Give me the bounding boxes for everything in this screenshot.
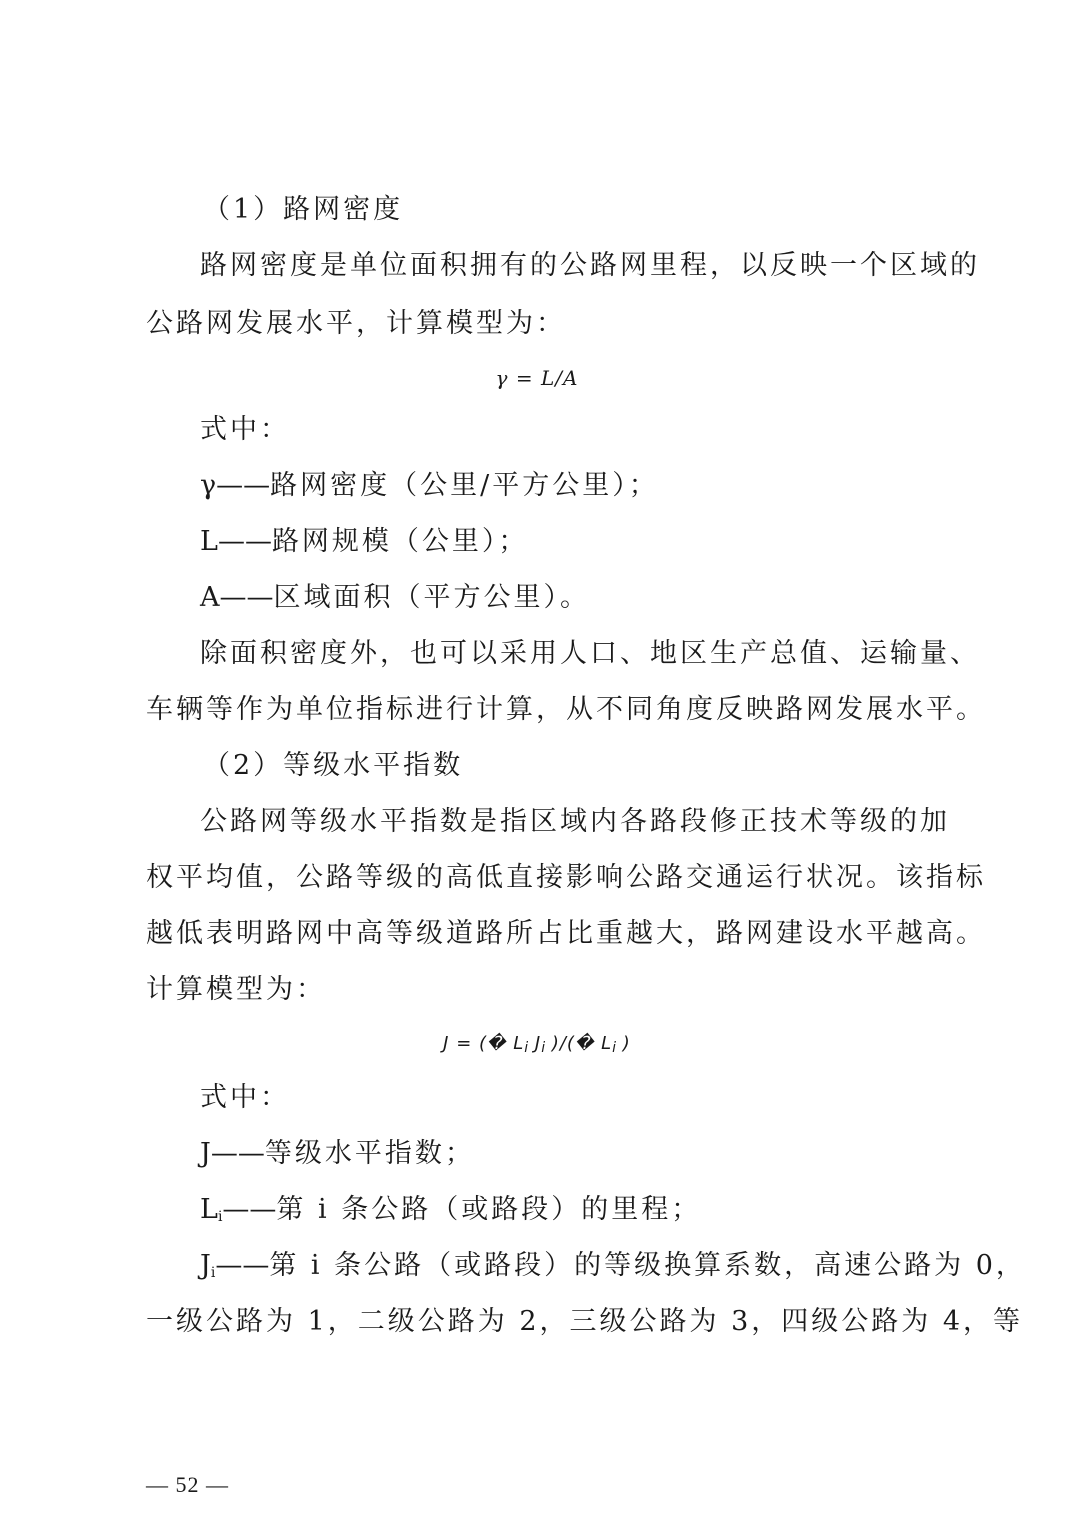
formula-symbol-j: J	[534, 1033, 542, 1054]
definition-symbol: L	[200, 1194, 218, 1225]
definition-ji	[200, 1246, 1026, 1286]
section1-intro-line2: 公路网发展水平，计算模型为：	[146, 308, 566, 339]
page-number: — 52 —	[146, 1472, 229, 1497]
definition-dash: ——	[219, 582, 274, 613]
definition-symbol: A	[200, 582, 220, 613]
formula-symbol-l: L	[513, 1033, 525, 1054]
section2-intro-line2: 权平均值，公路等级的高低直接影响公路交通运行状况。该指标	[146, 862, 986, 893]
section2-intro-line1: 公路网等级水平指数是指区域内各路段修正技术等级的加	[200, 806, 950, 837]
definition-dash: ——	[215, 1250, 270, 1281]
definition-dash: ——	[222, 1194, 277, 1225]
definition-dash: ——	[216, 470, 271, 501]
definition-gamma	[200, 466, 659, 506]
section1-note-line2: 车辆等作为单位指标进行计算，从不同角度反映路网发展水平。	[146, 694, 986, 725]
definition-subscript: i	[210, 1265, 216, 1281]
definition-text: 区域面积（平方公里）。	[273, 582, 590, 613]
section2-intro-line3: 越低表明路网中高等级道路所占比重越大，路网建设水平越高。	[146, 918, 986, 949]
definition-text: 路网密度（公里/平方公里）；	[270, 470, 659, 501]
formula-glyph: �	[574, 1033, 595, 1054]
definition-li	[200, 1190, 701, 1230]
formula-glyph: �	[487, 1033, 507, 1054]
section1-where-label: 式中：	[200, 414, 290, 445]
definition-symbol: J	[200, 1138, 211, 1169]
definition-dash: ——	[217, 526, 272, 557]
definition-text: 第 i 条公路（或路段）的等级换算系数，高速公路为 0，	[269, 1250, 1026, 1281]
definition-symbol: J	[200, 1250, 211, 1281]
definition-text: 等级水平指数；	[264, 1138, 475, 1169]
definition-l	[200, 522, 528, 562]
definition-subscript: i	[217, 1209, 223, 1225]
formula-part: J = (	[443, 1033, 488, 1054]
definition-dash: ——	[210, 1138, 265, 1169]
definition-ji-continuation: 一级公路为 1，二级公路为 2，三级公路为 3，四级公路为 4，等	[146, 1306, 1024, 1337]
definition-a	[200, 578, 590, 618]
section1-note-line1: 除面积密度外，也可以采用人口、地区生产总值、运输量、	[200, 638, 980, 669]
formula-subscript: i	[612, 1040, 617, 1056]
road-density-formula: γ = L/A	[495, 366, 579, 390]
definition-symbol: γ	[200, 470, 217, 501]
section2-intro-line4: 计算模型为：	[146, 974, 326, 1005]
section1-intro-line1: 路网密度是单位面积拥有的公路网里程，以反映一个区域的	[200, 250, 980, 281]
section1-heading: （1）路网密度	[203, 194, 404, 225]
grade-index-formula	[0, 1030, 1074, 1058]
section2-heading: （2）等级水平指数	[203, 750, 464, 781]
formula-subscript: i	[524, 1040, 529, 1056]
definition-j	[200, 1134, 475, 1174]
definition-text: 第 i 条公路（或路段）的里程；	[276, 1194, 702, 1225]
formula-part: )/(	[551, 1033, 575, 1054]
definition-text: 路网规模（公里）；	[271, 526, 529, 557]
formula-subscript: i	[541, 1040, 546, 1056]
definition-symbol: L	[200, 526, 218, 557]
formula-symbol-l: L	[601, 1033, 613, 1054]
section2-where-label: 式中：	[200, 1082, 290, 1113]
formula-part: )	[622, 1033, 631, 1054]
